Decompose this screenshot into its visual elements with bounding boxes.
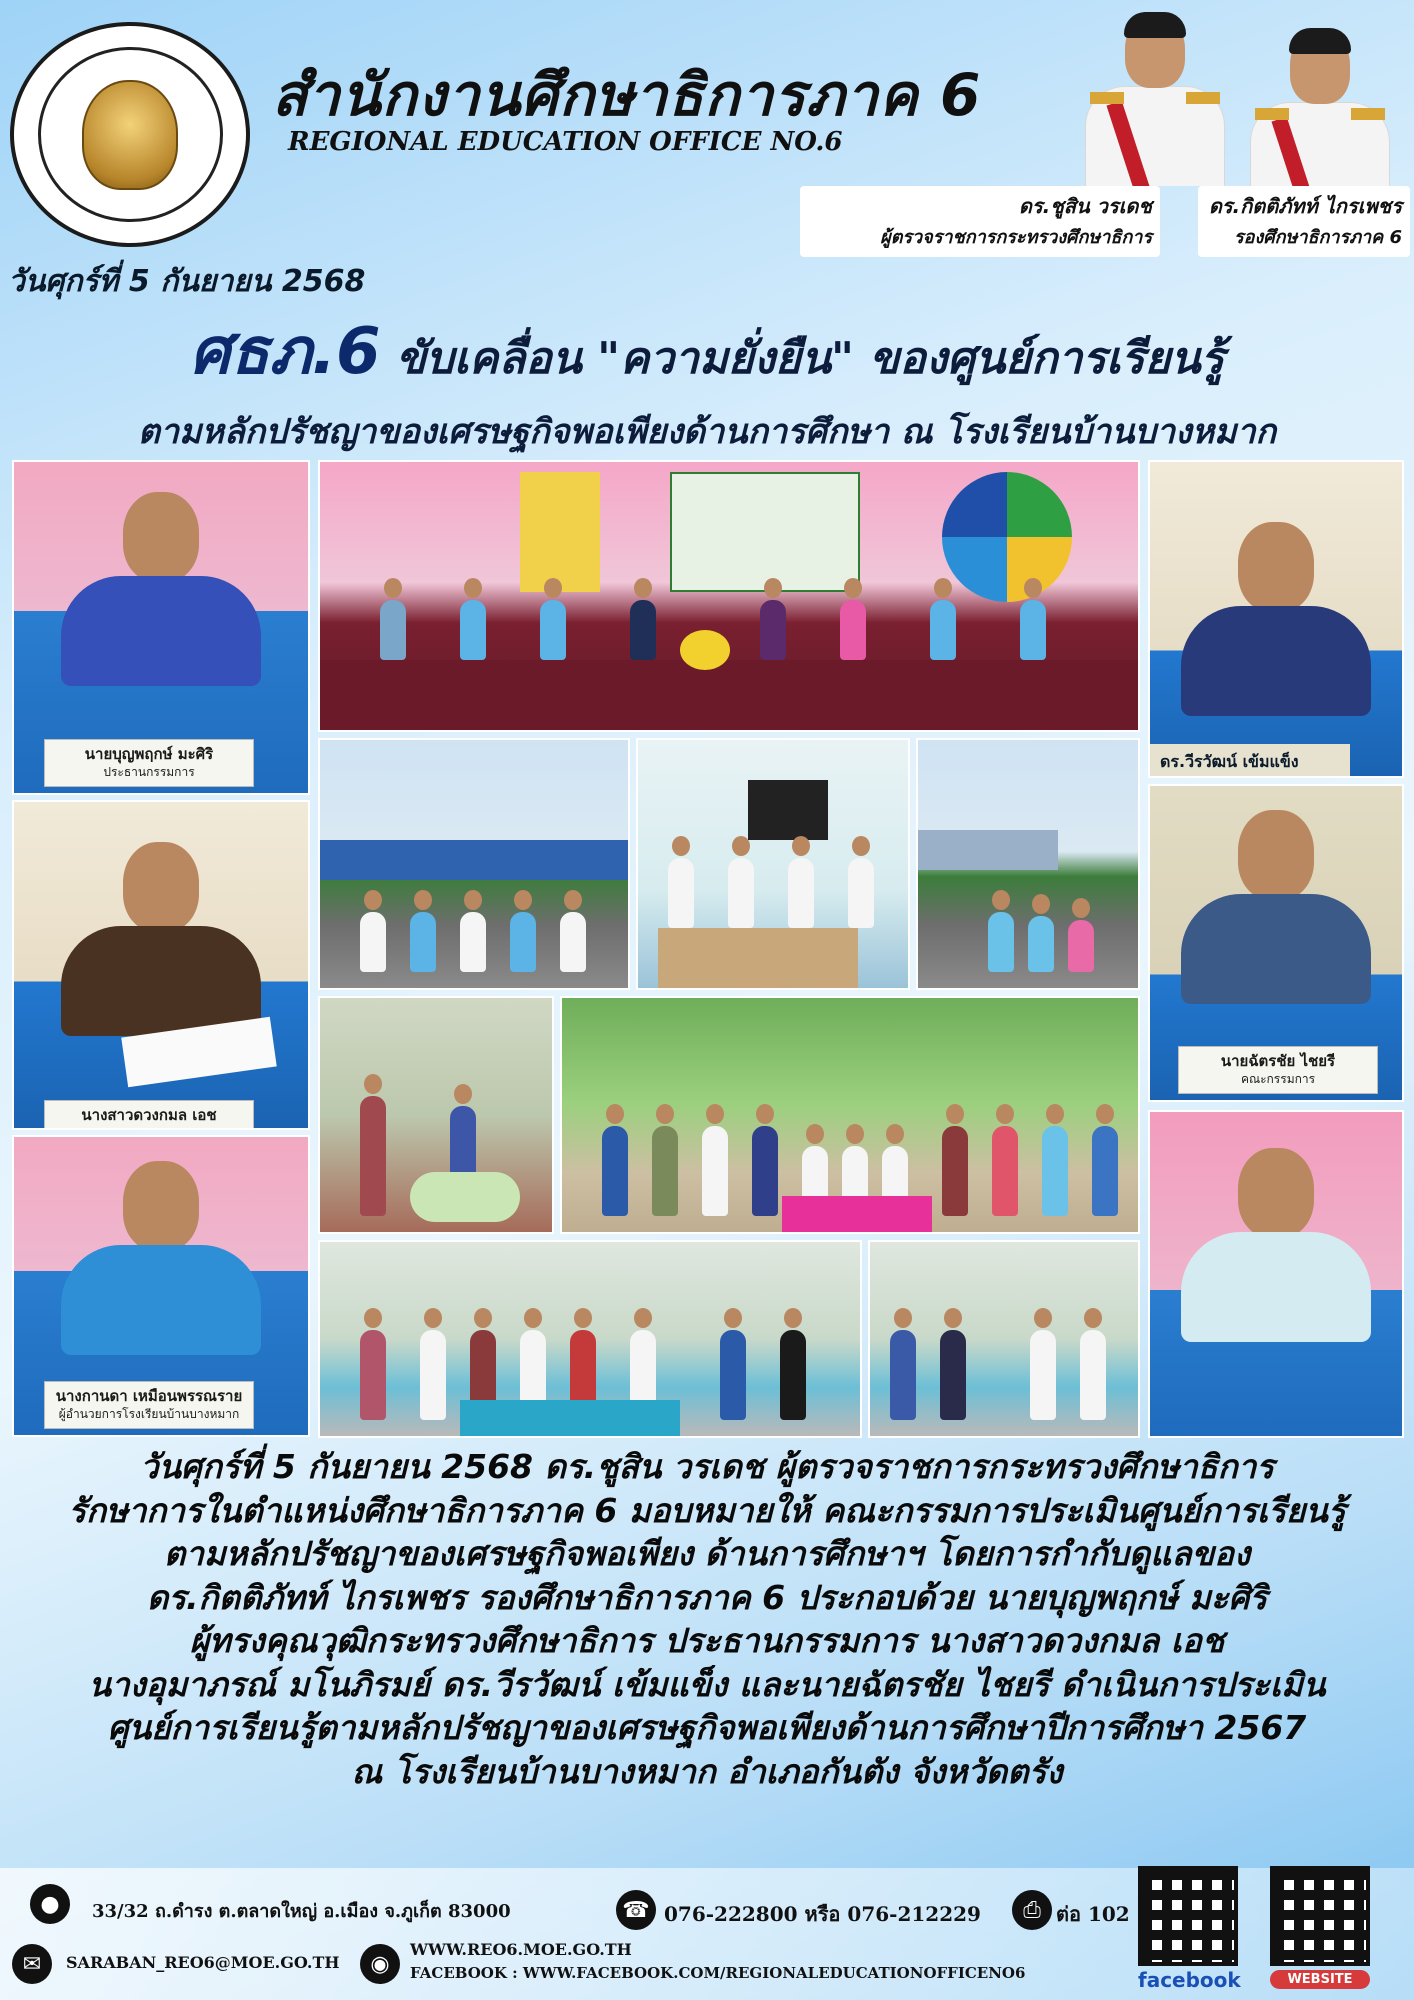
official-portrait-2 [1245,22,1395,202]
office-logo [10,22,250,247]
official-title: รองศึกษาธิการภาค 6 [1233,227,1402,248]
photo-committee-member-2 [1148,460,1404,778]
official-name-card-1 [800,186,1160,257]
body-line: ผู้ทรงคุณวุฒิกระทรวงศึกษาธิการ ประธานกรรมการ นางสาวดวงกมล เอช [189,1621,1225,1660]
website-qr-label: WEBSITE [1270,1970,1370,1989]
photo-school-director [12,1135,310,1437]
footer-website[interactable]: WWW.REO6.MOE.GO.TH [410,1940,632,1959]
website-qr-code[interactable] [1270,1866,1370,1966]
body-line: ณ โรงเรียนบ้านบางหมาก อำเภอกันตัง จังหวัดตรัง [351,1751,1063,1791]
photo-committee-member-1 [12,800,310,1130]
logo-ring [38,47,223,222]
official-name: ดร.กิตติภัทท์ ไกรเพชร [1208,194,1402,218]
photo-student-presentation [636,738,910,990]
org-name-thai: สำนักงานศึกษาธิการภาค 6 [272,61,982,129]
headline [0,300,1414,402]
footer-facebook[interactable]: FACEBOOK : WWW.FACEBOOK.COM/REGIONALEDUCATIONOFFICENO6 [410,1964,1026,1982]
photo-vegetable-display [318,996,554,1234]
photo-committee-member-3 [1148,784,1404,1102]
org-name-english: REGIONAL EDUCATION OFFICE NO.6 [288,127,843,157]
body-line: ตามหลักปรัชญาของเศรษฐกิจพอเพียง ด้านการศึกษาฯ โดยการกำกับดูแลของ [163,1534,1251,1573]
fax-icon: ⎙ [1012,1890,1052,1930]
location-pin-icon: ● [30,1884,70,1924]
phone-icon: ☎ [616,1890,656,1930]
headline-org: ศธภ.6 [189,315,381,389]
body-line: นางอุมาภรณ์ มโนภิรมย์ ดร.วีรวัฒน์ เข้มแข็ง และนายฉัตรชัย ไชยรี ดำเนินการประเมิน [88,1664,1326,1704]
body-line: วันศุกร์ที่ 5 กันยายน 2568 ดร.ชูสิน วรเดช ผู้ตรวจราชการกระทรวงศึกษาธิการ [139,1447,1275,1486]
photo-group-visit [560,996,1140,1234]
body-line: ดร.กิตติภัทท์ ไกรเพชร รองศึกษาธิการภาค 6 ประกอบด้วย นายบุญพฤกษ์ มะศิริ [146,1577,1268,1617]
official-title: ผู้ตรวจราชการกระทรวงศึกษาธิการ [880,227,1152,248]
nameplate: นายบุญพฤกษ์ มะศิริ ประธานกรรมการ [44,739,254,787]
nameplate: นางสาวดวงกมล เอช [44,1100,254,1130]
globe-icon: ◉ [360,1944,400,1984]
body-line: ศูนย์การเรียนรู้ตามหลักปรัชญาของเศรษฐกิจพอเพียงด้านการศึกษาปีการศึกษา 2567 [107,1708,1307,1747]
official-name: ดร.ชูสิน วรเดช [1018,194,1152,218]
nameplate: นางกานดา เหมือนพรรณราย ผู้อำนวยการโรงเรียนบ้านบางหมาก [44,1381,254,1429]
body-line: รักษาการในตำแหน่งศึกษาธิการภาค 6 มอบหมายให้ คณะกรรมการประเมินศูนย์การเรียนรู้ [68,1490,1346,1530]
ministry-emblem-icon [82,80,178,190]
photo-cooking-activity [318,1240,862,1438]
photo-kitchen-inspection [868,1240,1140,1438]
event-date: วันศุกร์ที่ 5 กันยายน 2568 [8,264,366,299]
footer-address: 33/32 ถ.ดำรง ต.ตลาดใหญ่ อ.เมือง จ.ภูเก็ต 83000 [92,1901,511,1922]
footer-phone: 076-222800 หรือ 076-212229 [664,1902,981,1926]
subheadline: ตามหลักปรัชญาของเศรษฐกิจพอเพียงด้านการศึกษา ณ โรงเรียนบ้านบางหมาก [137,412,1277,452]
photo-students-walking [916,738,1140,990]
footer-email[interactable]: SARABAN_REO6@MOE.GO.TH [66,1953,340,1972]
official-portrait-1 [1080,6,1230,186]
photo-committee-member-4 [1148,1110,1404,1438]
photo-committee-meeting [318,460,1140,732]
facebook-qr-code[interactable] [1138,1866,1238,1966]
email-icon: ✉ [12,1944,52,1984]
headline-text: ขับเคลื่อน "ความยั่งยืน" ของศูนย์การเรียนรู้ [380,333,1225,384]
nameplate: นายฉัตรชัย ไชยรี คณะกรรมการ [1178,1046,1378,1094]
footer-extension: ต่อ 102 [1056,1902,1130,1926]
official-name-card-2 [1198,186,1410,257]
facebook-qr-label: facebook [1138,1968,1241,1992]
nameplate: ดร.วีรวัฒน์ เข้มแข็ง [1150,744,1350,776]
photo-committee-chair [12,460,310,795]
photo-school-assembly [318,738,630,990]
article-body [0,1445,1414,1793]
